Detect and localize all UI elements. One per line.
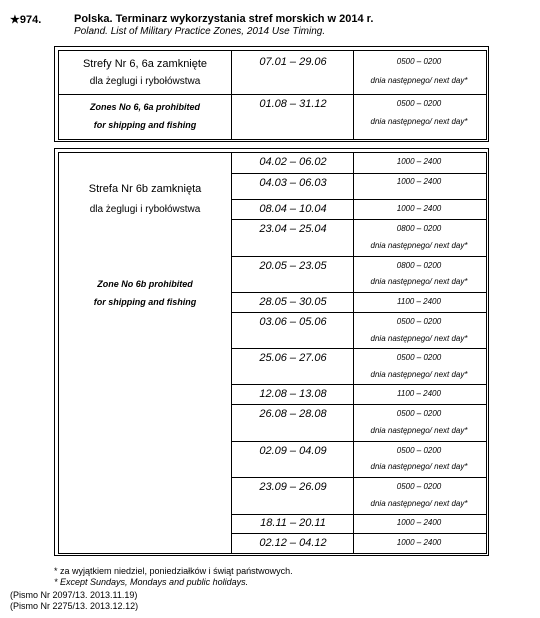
date-range: 03.06 – 05.06 (259, 316, 327, 328)
source-reference: (Pismo Nr 2275/13. 2013.12.12) (10, 601, 139, 611)
zone-label-pl-line1: Strefy Nr 6, 6a zamknięte (82, 58, 208, 70)
row-divider (231, 219, 486, 220)
row-divider (231, 312, 486, 313)
date-range: 02.12 – 04.12 (259, 537, 327, 549)
date-range: 04.03 – 06.03 (259, 177, 327, 189)
next-day-note: dnia następnego/ next day* (370, 76, 468, 85)
row-divider (231, 514, 486, 515)
notice-number: ★974. (10, 14, 42, 26)
time-range: 0800 – 0200 (396, 261, 442, 270)
zone-label-pl-line1: Strefa Nr 6b zamknięta (88, 183, 202, 195)
time-range: 1100 – 2400 (397, 297, 441, 306)
date-range: 02.09 – 04.09 (259, 445, 327, 457)
time-range: 1000 – 2400 (396, 538, 442, 547)
time-range: 1000 – 2400 (396, 177, 442, 186)
date-range: 04.02 – 06.02 (259, 156, 327, 168)
time-range: 0500 – 0200 (396, 446, 442, 455)
time-range: 0500 – 0200 (396, 57, 442, 66)
zone-label-en-line1: Zones No 6, 6a prohibited (89, 102, 200, 112)
zone-label-en-line2: for shipping and fishing (93, 297, 197, 307)
next-day-note: dnia następnego/ next day* (370, 241, 468, 250)
row-divider (231, 256, 486, 257)
date-range: 23.04 – 25.04 (259, 223, 327, 235)
date-range: 28.05 – 30.05 (259, 296, 327, 308)
date-range: 01.08 – 31.12 (259, 98, 327, 110)
next-day-note: dnia następnego/ next day* (370, 370, 468, 379)
time-range: 1100 – 2400 (397, 389, 441, 398)
time-range: 1000 – 2400 (396, 518, 442, 527)
date-range: 26.08 – 28.08 (259, 408, 327, 420)
row-divider (231, 441, 486, 442)
row-divider (231, 348, 486, 349)
next-day-note: dnia następnego/ next day* (370, 499, 468, 508)
row-divider (231, 404, 486, 405)
row-divider (231, 477, 486, 478)
date-range: 25.06 – 27.06 (259, 352, 327, 364)
next-day-note: dnia następnego/ next day* (370, 117, 468, 126)
time-range: 1000 – 2400 (396, 204, 442, 213)
zone-label-en-line1: Zone No 6b prohibited (97, 279, 193, 289)
next-day-note: dnia następnego/ next day* (370, 462, 468, 471)
time-range: 0500 – 0200 (396, 482, 442, 491)
next-day-note: dnia następnego/ next day* (370, 277, 468, 286)
row-divider (231, 292, 486, 293)
date-range: 18.11 – 20.11 (260, 517, 326, 529)
row-divider (231, 533, 486, 534)
row-divider (231, 173, 486, 174)
zone-label-pl-line2: dla żeglugi i rybołówstwa (89, 76, 201, 87)
row-divider (58, 94, 486, 95)
date-range: 07.01 – 29.06 (259, 56, 327, 68)
notice-subtitle: Poland. List of Military Practice Zones, 2014 Use Timing. (74, 26, 326, 37)
time-range: 0500 – 0200 (396, 99, 442, 108)
time-range: 1000 – 2400 (396, 157, 442, 166)
date-range: 20.05 – 23.05 (259, 260, 327, 272)
next-day-note: dnia następnego/ next day* (370, 426, 468, 435)
time-range: 0500 – 0200 (396, 317, 442, 326)
date-range: 23.09 – 26.09 (259, 481, 327, 493)
source-reference: (Pismo Nr 2097/13. 2013.11.19) (10, 590, 138, 600)
next-day-note: dnia następnego/ next day* (370, 334, 468, 343)
footnote-en: * Except Sundays, Mondays and public holidays. (54, 577, 249, 587)
date-range: 08.04 – 10.04 (259, 203, 327, 215)
footnote-pl: * za wyjątkiem niedziel, poniedziałków i świąt państwowych. (54, 566, 293, 576)
time-range: 0500 – 0200 (396, 353, 442, 362)
time-range: 0500 – 0200 (396, 409, 442, 418)
row-divider (231, 199, 486, 200)
row-divider (231, 384, 486, 385)
date-range: 12.08 – 13.08 (259, 388, 327, 400)
notice-title: Polska. Terminarz wykorzystania stref morskich w 2014 r. (74, 13, 374, 25)
time-range: 0800 – 0200 (396, 224, 442, 233)
zone-label-pl-line2: dla żeglugi i rybołówstwa (89, 204, 201, 215)
zone-label-en-line2: for shipping and fishing (93, 120, 197, 130)
